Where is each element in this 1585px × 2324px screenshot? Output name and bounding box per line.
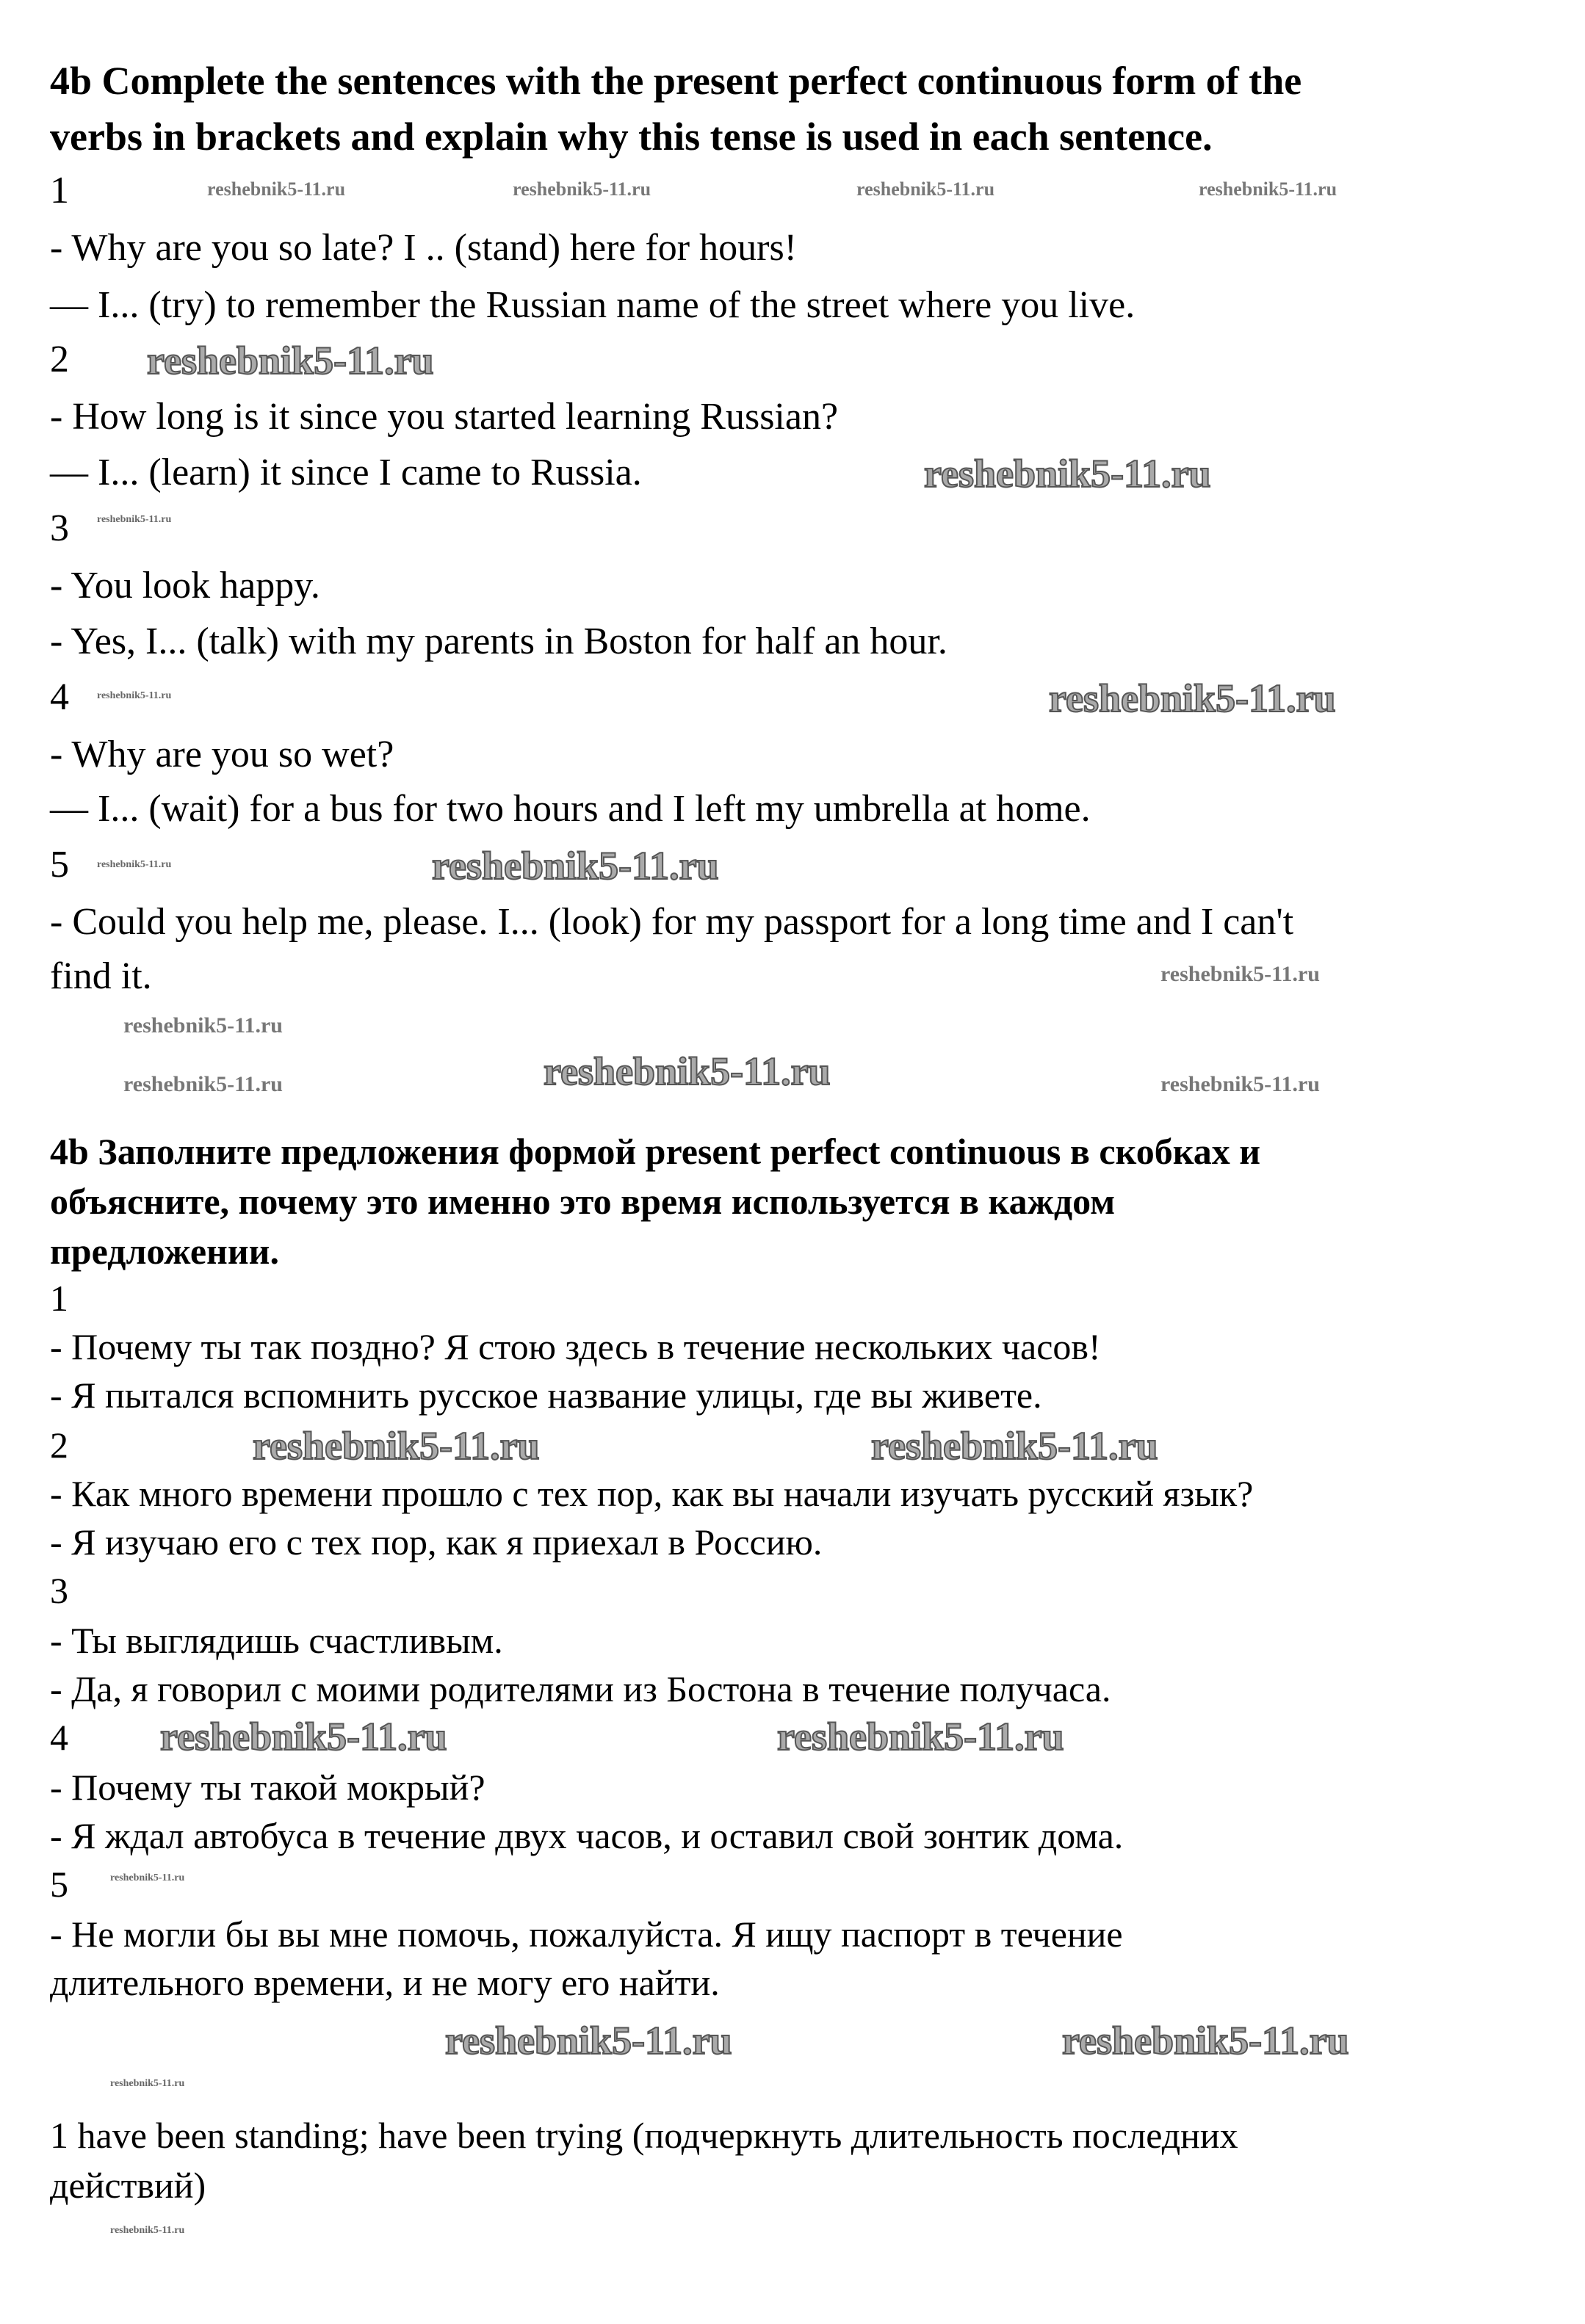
sentence: - Да, я говорил с моими родителями из Бостона в течение получаса. — [50, 1668, 1111, 1709]
answer-line: 1 have been standing; have been trying (подчеркнуть длительность последних — [50, 2115, 1238, 2156]
sentence: - Я ждал автобуса в течение двух часов, и оставил свой зонтик дома. — [50, 1815, 1124, 1856]
item-number: 2 — [50, 1425, 68, 1466]
watermark: reshebnik5-11.ru — [777, 1715, 1064, 1759]
watermark: reshebnik5-11.ru — [123, 1013, 283, 1038]
sentence: - Не могли бы вы мне помочь, пожалуйста. Я ищу паспорт в течение — [50, 1914, 1123, 1955]
sentence: - Почему ты так поздно? Я стою здесь в течение нескольких часов! — [50, 1326, 1101, 1367]
watermark: reshebnik5-11.ru — [432, 844, 719, 888]
watermark: reshebnik5-11.ru — [1049, 676, 1336, 720]
sentence: find it. — [50, 955, 152, 997]
sentence: - Я изучаю его с тех пор, как я приехал в Россию. — [50, 1521, 823, 1563]
sentence: — I... (wait) for a bus for two hours and I left my umbrella at home. — [50, 788, 1091, 830]
item-number: 3 — [50, 1570, 68, 1611]
sentence: - Я пытался вспомнить русское название улицы, где вы живете. — [50, 1375, 1042, 1416]
watermark: reshebnik5-11.ru — [160, 1715, 447, 1759]
sentence: - Yes, I... (talk) with my parents in Boston for half an hour. — [50, 620, 947, 662]
item-number: 4 — [50, 676, 69, 718]
watermark: reshebnik5-11.ru — [856, 178, 995, 200]
sentence: - Could you help me, please. I... (look) for my passport for a long time and I can't — [50, 901, 1294, 943]
sentence: - Как много времени прошло с тех пор, как вы начали изучать русский язык? — [50, 1473, 1254, 1514]
heading-ru-1: 4b Заполните предложения формой present perfect continuous в скобках и — [50, 1131, 1261, 1172]
sentence: - Why are you so late? I .. (stand) here for hours! — [50, 227, 797, 269]
sentence: длительного времени, и не могу его найти. — [50, 1962, 720, 2003]
heading-ru-3: предложении. — [50, 1231, 279, 1272]
watermark: reshebnik5-11.ru — [1062, 2019, 1349, 2063]
watermark: reshebnik5-11.ru — [544, 1049, 831, 1093]
watermark: reshebnik5-11.ru — [253, 1424, 540, 1468]
sentence: — I... (learn) it since I came to Russia. — [50, 452, 642, 493]
sentence: - How long is it since you started learning Russian? — [50, 396, 839, 438]
item-number: 5 — [50, 1864, 68, 1905]
heading-en-1: 4b Complete the sentences with the present perfect continuous form of the — [50, 59, 1302, 103]
watermark: reshebnik5-11.ru — [1160, 1072, 1320, 1096]
watermark: reshebnik5-11.ru — [871, 1424, 1158, 1468]
item-number: 3 — [50, 507, 69, 549]
watermark: reshebnik5-11.ru — [110, 2078, 185, 2089]
watermark: reshebnik5-11.ru — [924, 452, 1211, 496]
heading-ru-2: объясните, почему это именно это время используется в каждом — [50, 1181, 1116, 1222]
watermark: reshebnik5-11.ru — [97, 514, 172, 525]
answer-line: действий) — [50, 2165, 206, 2206]
item-number: 5 — [50, 844, 69, 886]
watermark: reshebnik5-11.ru — [513, 178, 651, 200]
watermark: reshebnik5-11.ru — [147, 339, 434, 383]
item-number: 1 — [50, 1278, 68, 1319]
sentence: — I... (try) to remember the Russian name of the street where you live. — [50, 284, 1136, 326]
watermark: reshebnik5-11.ru — [97, 859, 172, 870]
watermark: reshebnik5-11.ru — [445, 2019, 732, 2063]
watermark: reshebnik5-11.ru — [1199, 178, 1337, 200]
watermark: reshebnik5-11.ru — [110, 1872, 185, 1883]
sentence: - Ты выглядишь счастливым. — [50, 1620, 503, 1661]
watermark: reshebnik5-11.ru — [1160, 962, 1320, 986]
item-number: 1 — [50, 170, 69, 211]
heading-en-2: verbs in brackets and explain why this tense is used in each sentence. — [50, 115, 1213, 159]
item-number: 2 — [50, 339, 69, 380]
watermark: reshebnik5-11.ru — [207, 178, 346, 200]
watermark: reshebnik5-11.ru — [123, 1072, 283, 1096]
item-number: 4 — [50, 1717, 68, 1758]
watermark: reshebnik5-11.ru — [110, 2225, 185, 2236]
sentence: - Почему ты такой мокрый? — [50, 1767, 485, 1808]
sentence: - Why are you so wet? — [50, 734, 394, 775]
sentence: - You look happy. — [50, 565, 320, 607]
watermark: reshebnik5-11.ru — [97, 690, 172, 701]
